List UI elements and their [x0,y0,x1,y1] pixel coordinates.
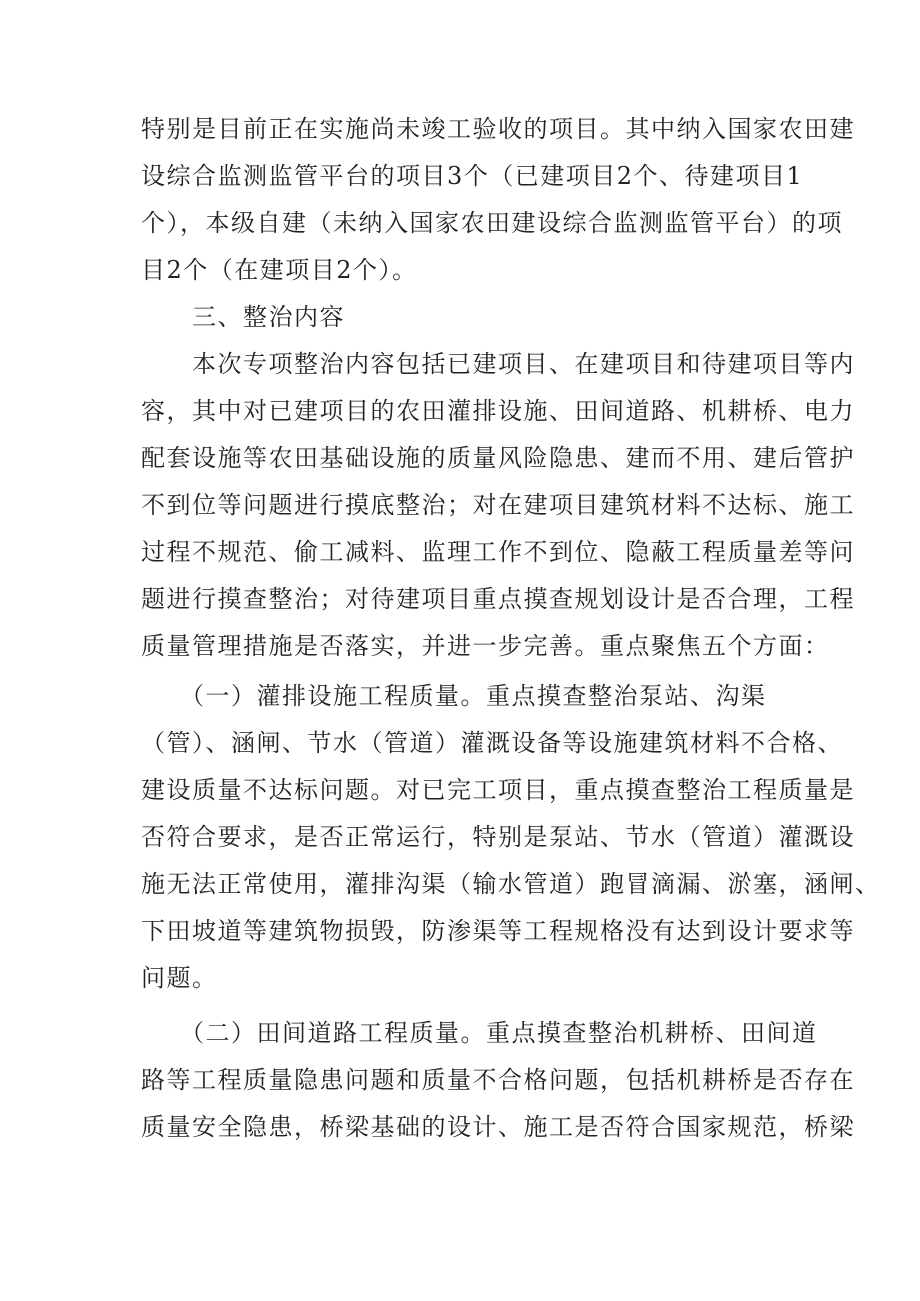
subsection-1-line-6: 下田坡道等建筑物损毁，防渗渠等工程规格没有达到设计要求等 [141,917,855,945]
body-line-1: 特别是目前正在实施尚未竣工验收的项目。其中纳入国家农田建 [141,115,855,143]
body-line-8: 配套设施等农田基础设施的质量风险隐患、建而不用、建后管护 [141,444,855,472]
document-body [141,106,881,1151]
body-line-12: 质量管理措施是否落实，并进一步完善。重点聚焦五个方面： [141,632,830,660]
body-line-11: 题进行摸查整治；对待建项目重点摸查规划设计是否合理，工程 [141,585,855,613]
body-line-7: 容，其中对已建项目的农田灌排设施、田间道路、机耕桥、电力 [141,397,855,425]
body-line-4: 目2个（在建项目2个）。 [141,256,418,284]
body-line-2: 设综合监测监管平台的项目3个（已建项目2个、待建项目1 [141,162,804,190]
subsection-2-line-3: 质量安全隐患，桥梁基础的设计、施工是否符合国家规范，桥梁 [141,1113,855,1141]
body-line-3: 个），本级自建（未纳入国家农田建设综合监测监管平台）的项 [141,209,843,237]
body-line-6: 本次专项整治内容包括已建项目、在建项目和待建项目等内 [141,350,855,378]
subsection-1-line-5: 施无法正常使用，灌排沟渠（输水管道）跑冒滴漏、淤塞，涵闸、 [141,870,881,898]
subsection-1-line-4: 否符合要求，是否正常运行，特别是泵站、节水（管道）灌溉设 [141,823,855,851]
section-heading: 三、整治内容 [141,303,345,331]
body-line-9: 不到位等问题进行摸底整治；对在建项目建筑材料不达标、施工 [141,491,855,519]
subsection-2-line-2: 路等工程质量隐患问题和质量不合格问题，包括机耕桥是否存在 [141,1066,855,1094]
subsection-2-line-1: （二）田间道路工程质量。重点摸查整治机耕桥、田间道 [141,1019,818,1047]
subsection-1-line-7: 问题。 [141,964,218,992]
subsection-1-line-1: （一）灌排设施工程质量。重点摸查整治泵站、沟渠 [141,682,767,710]
body-line-10: 过程不规范、偷工减料、监理工作不到位、隐蔽工程质量差等问 [141,538,855,566]
subsection-1-line-2: （管）、涵闸、节水（管道）灌溉设备等设施建筑材料不合格、 [141,729,843,757]
subsection-1-line-3: 建设质量不达标问题。对已完工项目，重点摸查整治工程质量是 [141,776,855,804]
